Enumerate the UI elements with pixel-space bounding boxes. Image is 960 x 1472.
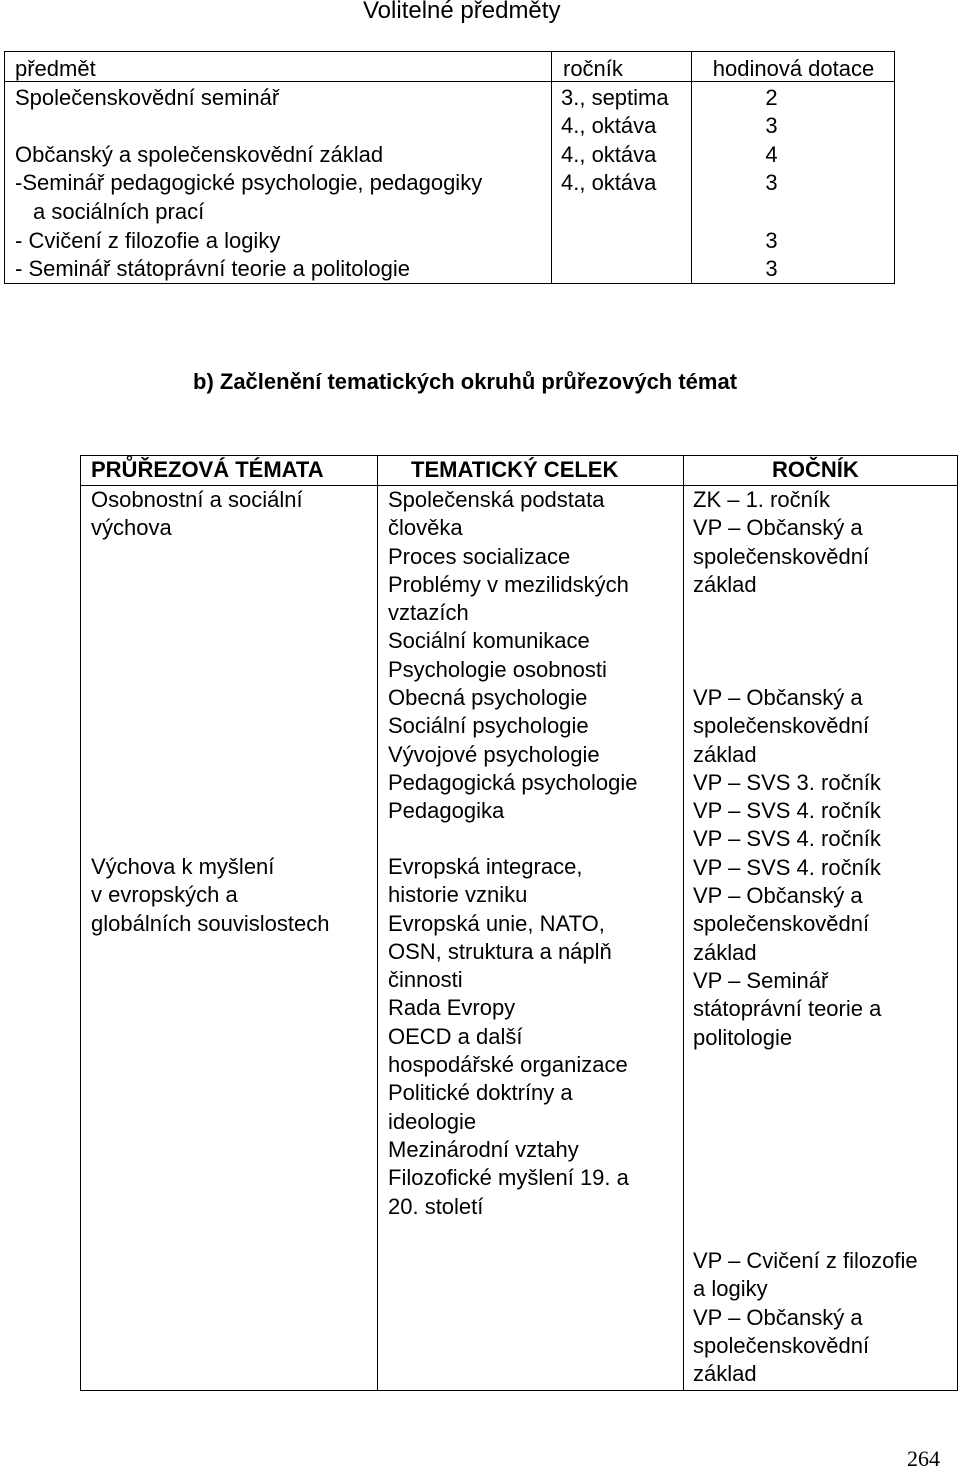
cell-line: Mezinárodní vztahy (388, 1136, 579, 1162)
cell-line: vztazích (388, 600, 469, 626)
cell: 3 (765, 170, 778, 196)
cell-line: VP – SVS 4. ročník (693, 854, 881, 880)
cell-line: Rada Evropy (388, 995, 516, 1021)
cell-line: Problémy v mezilidských (388, 571, 629, 597)
cell-line: VP – Občanský a (693, 1304, 863, 1330)
cell-line: VP – Občanský a (693, 685, 863, 710)
cell: - Seminář státoprávní teorie a politologie (15, 256, 410, 282)
unit-cell (388, 853, 629, 1221)
column-header: PRŮŘEZOVÁ TÉMATA (91, 457, 324, 482)
theme-cell (91, 853, 329, 938)
column-header: hodinová dotace (712, 56, 875, 81)
year-cell (693, 684, 881, 1052)
table-divider (377, 456, 378, 1390)
cell-line: Sociální psychologie (388, 713, 589, 739)
cell-line: v evropských a (91, 882, 238, 908)
cell-line: globálních souvislostech (91, 910, 330, 936)
cell-line: Proces socializace (388, 543, 571, 569)
cell-line: Filozofické myšlení 19. a (388, 1165, 629, 1191)
cell-line: základ (693, 741, 757, 767)
cell-line: Pedagogika (388, 798, 505, 824)
cell: 3 (765, 256, 778, 282)
cell-line: Pedagogická psychologie (388, 769, 638, 795)
cell-line: společenskovědní (693, 911, 870, 937)
cell: Společenskovědní seminář (15, 84, 280, 110)
cell-line: VP – Občanský a (693, 883, 863, 909)
cell-line: ideologie (388, 1108, 477, 1134)
cell-line: historie vzniku (388, 882, 528, 908)
table-divider (551, 52, 552, 283)
cell-line: politologie (693, 1024, 793, 1050)
cell-line: Společenská podstata (388, 487, 605, 512)
cell: 3 (765, 227, 778, 253)
year-column (561, 55, 669, 198)
cell-line: Obecná psychologie (388, 685, 588, 711)
cell-line: Vývojové psychologie (388, 741, 600, 767)
cell: 4., oktáva (561, 170, 657, 196)
table-divider (683, 456, 684, 1390)
cell-line: výchova (91, 515, 172, 541)
hours-column (701, 55, 886, 284)
column-header: ročník (563, 56, 623, 81)
cell-line: Psychologie osobnosti (388, 656, 607, 682)
page-title: Volitelné předměty (363, 0, 561, 24)
column-header: ROČNÍK (772, 457, 859, 482)
cell-line: základ (693, 571, 757, 597)
cell-line: VP – Občanský a (693, 515, 863, 541)
cross-curricular-table (80, 455, 958, 1391)
cell-line: Evropská integrace, (388, 854, 583, 879)
cell (15, 112, 482, 141)
cell-line: VP – SVS 4. ročník (693, 798, 881, 824)
cell-line: 20. století (388, 1193, 484, 1219)
cell: 4., oktáva (561, 141, 657, 167)
year-cell (693, 486, 869, 599)
cell: -Seminář pedagogické psychologie, pedagogiky (15, 170, 483, 196)
subject-column (15, 55, 482, 284)
cell: 2 (765, 84, 778, 110)
page-number: 264 (907, 1446, 940, 1471)
cell-line: OSN, struktura a náplň (388, 938, 612, 964)
cell: 3., septima (561, 84, 669, 110)
cell-line: člověka (388, 515, 463, 541)
cell-line: a logiky (693, 1276, 768, 1302)
cell-line: VP – SVS 4. ročník (693, 826, 881, 852)
cell: - Cvičení z filozofie a logiky (15, 227, 281, 253)
cell-line: společenskovědní (693, 543, 870, 569)
cell-line: Sociální komunikace (388, 628, 590, 654)
cell-line: základ (693, 1361, 757, 1387)
column-header: předmět (15, 56, 96, 81)
cell-line: VP – Cvičení z filozofie (693, 1248, 918, 1273)
cell: Občanský a společenskovědní základ (15, 141, 384, 167)
cell-line: společenskovědní (693, 1332, 870, 1358)
cell-line: hospodářské organizace (388, 1052, 628, 1078)
electives-table (4, 51, 895, 284)
cell: 3 (765, 113, 778, 139)
cell-line: Evropská unie, NATO, (388, 910, 605, 936)
unit-cell (388, 486, 638, 826)
cell: 4 (765, 141, 778, 167)
cell-line: ZK – 1. ročník (693, 487, 830, 512)
theme-cell (91, 486, 303, 543)
column-header: TEMATICKÝ CELEK (411, 457, 619, 482)
cell-line: OECD a další (388, 1023, 523, 1049)
cell-line: činnosti (388, 967, 463, 993)
cell-line: VP – SVS 3. ročník (693, 769, 881, 795)
table-divider (691, 52, 692, 283)
cell-line: základ (693, 939, 757, 965)
cell-line: Politické doktríny a (388, 1080, 573, 1106)
cell-line: Osobnostní a sociální (91, 487, 303, 512)
cell-line: Výchova k myšlení (91, 854, 275, 879)
cell (701, 198, 886, 227)
year-cell (693, 1247, 918, 1388)
cell: a sociálních prací (33, 198, 205, 224)
cell-line: VP – Seminář (693, 967, 829, 993)
section-heading: b) Začlenění tematických okruhů průřezových témat (193, 369, 738, 394)
cell: 4., oktáva (561, 113, 657, 139)
cell-line: státoprávní teorie a (693, 996, 882, 1022)
cell-line: společenskovědní (693, 713, 870, 739)
